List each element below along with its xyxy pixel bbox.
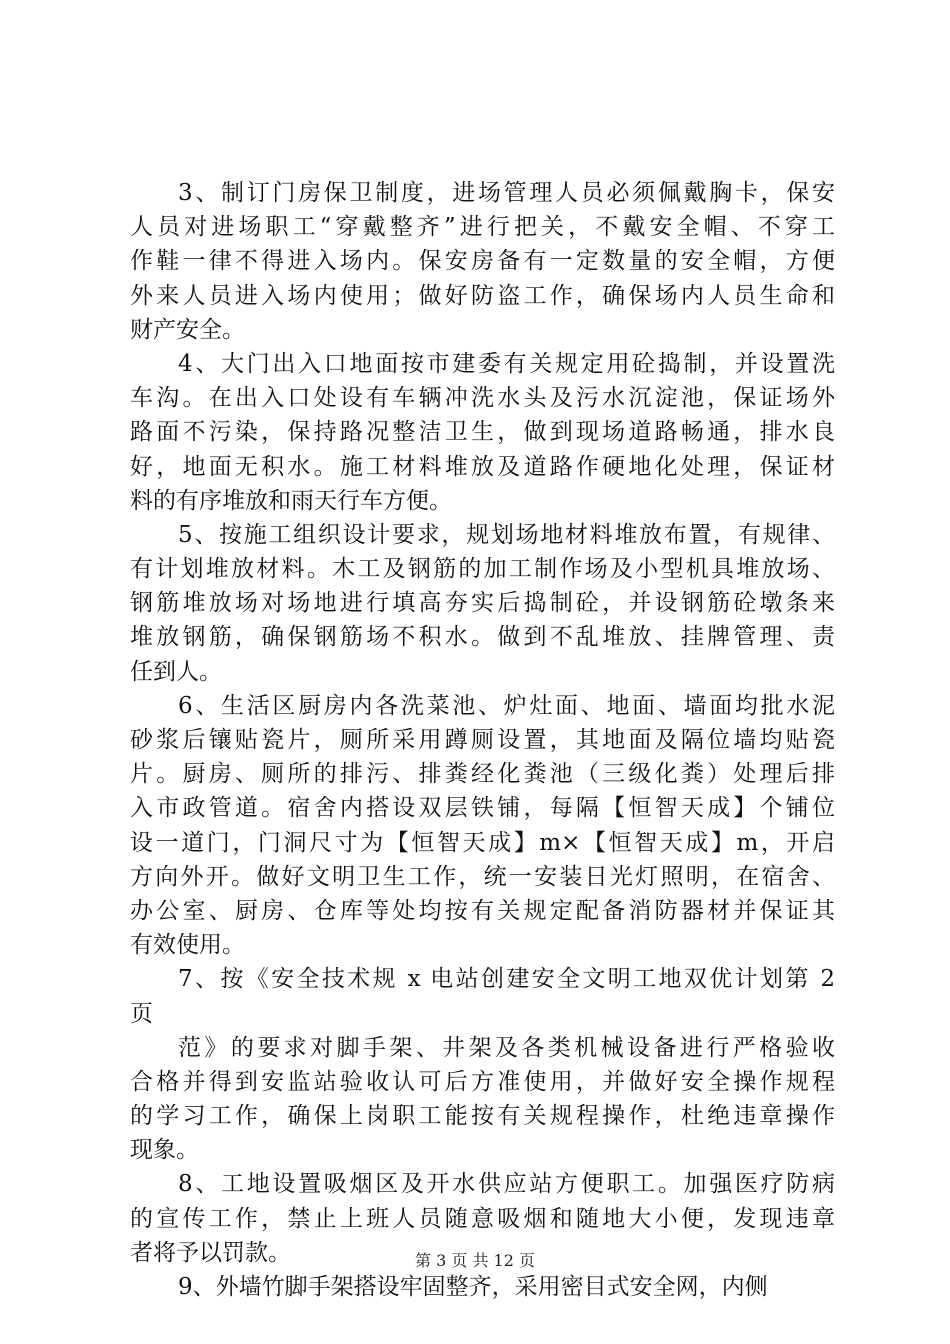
text-line: 者将予以罚款。 [130,1239,291,1266]
text-line: 8、工地设置吸烟区及开水供应站方便职工。加强医疗防病 [178,1171,835,1198]
text-line: 路面不污染，保持路况整洁卫生，做到现场道路畅通，排水良 [130,419,835,446]
document-body [130,176,835,1304]
text-line: 砂浆后镶贴瓷片，厕所采用蹲厕设置，其地面及隔位墙均贴瓷 [130,727,835,753]
text-line: 作鞋一律不得进入场内。保安房备有一定数量的安全帽，方便 [130,248,835,275]
paragraph-para-6 [130,689,835,963]
text-line: 料的有序堆放和雨天行车方便。 [130,487,452,514]
text-line: 钢筋堆放场对场地进行填高夯实后捣制砼，并设钢筋砼墩条来 [130,590,835,617]
text-line: 有效使用。 [130,932,245,959]
paragraph-para-5 [130,518,835,689]
text-line: 入市政管道。宿舍内搭设双层铁铺，每隔【恒智天成】个铺位 [130,795,835,822]
text-line: 的学习工作，确保上岗职工能按有关规程操作，杜绝违章操作 [130,1103,835,1130]
text-line: 片。厨房、厕所的排污、排粪经化粪池（三级化粪）处理后排 [130,761,835,788]
text-line: 合格并得到安监站验收认可后方准使用，并做好安全操作规程 [130,1068,835,1095]
paragraph-para-4 [130,347,835,518]
text-line: 任到人。 [130,658,222,685]
text-line: 堆放钢筋，确保钢筋场不积水。做到不乱堆放、挂牌管理、责 [130,624,835,651]
text-line: 办公室、厨房、仓库等处均按有关规定配备消防器材并保证其 [130,897,835,924]
paragraph-para-7b [130,1031,835,1168]
text-line: 9、外墙竹脚手架搭设牢固整齐，采用密目式安全网，内侧 [178,1274,768,1300]
text-line: 4、大门出入口地面按市建委有关规定用砼捣制，并设置洗 [178,350,835,377]
paragraph-para-3 [130,176,835,347]
page-footer: 第 3 页 共 12 页 [415,1251,535,1270]
text-line: 有计划堆放材料。木工及钢筋的加工制作场及小型机具堆放场、 [130,556,835,583]
text-line: 7、按《安全技术规 x 电站创建安全文明工地双优计划第 2 [178,966,835,993]
text-line: 现象。 [130,1137,199,1164]
text-line: 外来人员进入场内使用；做好防盗工作，确保场内人员生命和 [130,282,835,309]
text-line: 范》的要求对脚手架、井架及各类机械设备进行严格验收 [178,1034,835,1061]
text-line: 的宣传工作，禁止上班人员随意吸烟和随地大小便，发现违章 [130,1205,835,1232]
text-line: 页 [130,1000,153,1027]
text-line: 车沟。在出入口处设有车辆冲洗水头及污水沉淀池，保证场外 [130,385,835,412]
text-line: 6、生活区厨房内各洗菜池、炉灶面、地面、墙面均批水泥 [178,692,835,719]
text-line: 方向外开。做好文明卫生工作，统一安装日光灯照明，在宿舍、 [130,863,835,890]
paragraph-para-7a [130,962,835,1030]
text-line: 人员对进场职工“穿戴整齐”进行把关，不戴安全帽、不穿工 [130,214,835,241]
text-line: 财产安全。 [130,316,245,343]
paragraph-para-9 [130,1270,835,1304]
text-line: 3、制订门房保卫制度，进场管理人员必须佩戴胸卡，保安 [178,180,835,206]
text-line: 设一道门，门洞尺寸为【恒智天成】m×【恒智天成】m，开启 [130,829,835,856]
text-line: 5、按施工组织设计要求，规划场地材料堆放布置，有规律、 [178,521,835,548]
text-line: 好，地面无积水。施工材料堆放及道路作硬地化处理，保证材 [130,453,835,480]
